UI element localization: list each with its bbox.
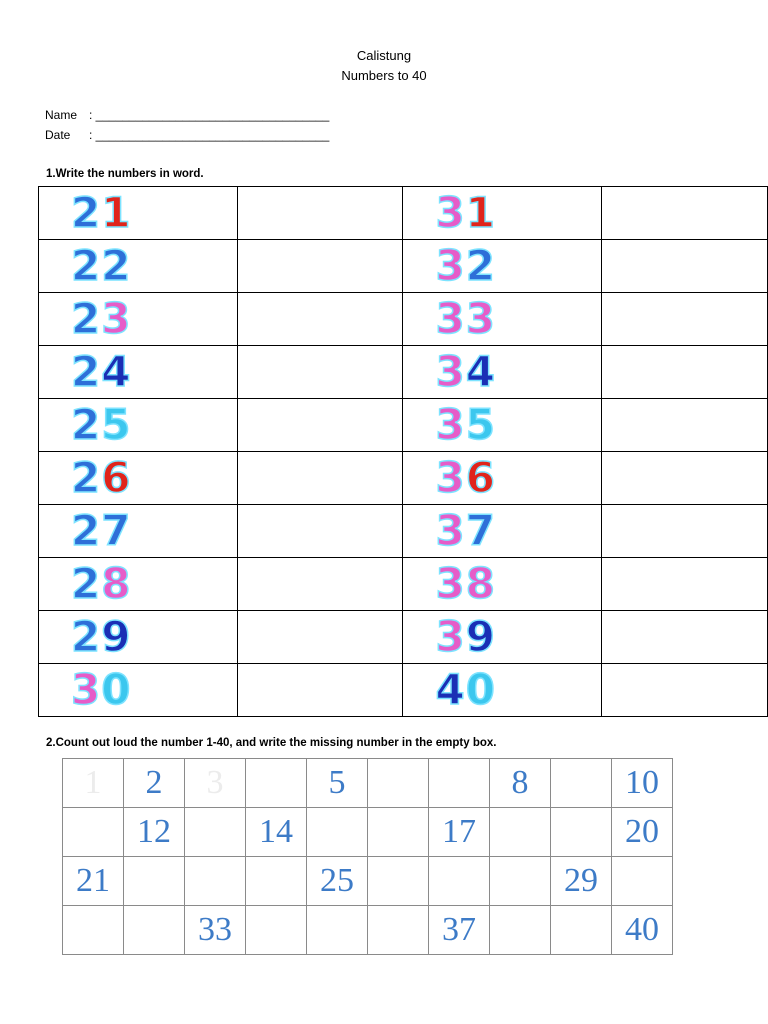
number-cell <box>39 293 238 346</box>
empty-box[interactable] <box>490 906 551 955</box>
empty-box[interactable] <box>368 808 429 857</box>
answer-cell[interactable] <box>237 399 403 452</box>
worksheet-title: Calistung <box>356 48 412 63</box>
ones-digit: 4 <box>465 347 494 396</box>
answer-cell[interactable] <box>237 187 403 240</box>
ones-digit: 0 <box>101 665 130 714</box>
number-box: 29 <box>551 857 612 906</box>
tens-digit: 3 <box>435 506 464 555</box>
section1-heading: 1.Write the numbers in word. <box>46 168 204 180</box>
number-box: 10 <box>612 759 673 808</box>
number-cell <box>403 293 602 346</box>
tens-digit: 3 <box>435 188 464 237</box>
name-blank: : ___________________________________ <box>89 108 330 122</box>
word-row <box>39 346 768 399</box>
ones-digit: 5 <box>465 400 494 449</box>
number-cell <box>39 452 238 505</box>
name-label: Name <box>45 108 78 122</box>
ones-digit: 3 <box>465 294 494 343</box>
number-cell <box>403 452 602 505</box>
number-cell <box>403 240 602 293</box>
tens-digit: 2 <box>71 559 100 608</box>
empty-box[interactable] <box>124 857 185 906</box>
tens-digit: 2 <box>71 188 100 237</box>
ones-digit: 8 <box>465 559 494 608</box>
ones-digit: 2 <box>101 241 130 290</box>
grid-row <box>63 759 673 808</box>
answer-cell[interactable] <box>237 293 403 346</box>
number-cell <box>403 611 602 664</box>
tens-digit: 2 <box>71 347 100 396</box>
answer-cell[interactable] <box>237 611 403 664</box>
grid-row <box>63 808 673 857</box>
tens-digit: 2 <box>71 241 100 290</box>
answer-cell[interactable] <box>602 399 768 452</box>
answer-cell[interactable] <box>237 452 403 505</box>
number-box: 2 <box>124 759 185 808</box>
number-cell <box>39 558 238 611</box>
tens-digit: 3 <box>435 241 464 290</box>
word-row <box>39 452 768 505</box>
tens-digit: 2 <box>71 453 100 502</box>
number-cell <box>39 240 238 293</box>
empty-box[interactable] <box>124 906 185 955</box>
tens-digit: 2 <box>71 400 100 449</box>
ones-digit: 4 <box>101 347 130 396</box>
tens-digit: 3 <box>435 453 464 502</box>
ones-digit: 8 <box>101 559 130 608</box>
answer-cell[interactable] <box>602 240 768 293</box>
answer-cell[interactable] <box>602 664 768 717</box>
number-box: 1 <box>63 759 124 808</box>
empty-box[interactable] <box>63 906 124 955</box>
number-cell <box>39 505 238 558</box>
empty-box[interactable] <box>551 906 612 955</box>
word-row <box>39 399 768 452</box>
answer-cell[interactable] <box>237 505 403 558</box>
empty-box[interactable] <box>368 759 429 808</box>
number-box: 17 <box>429 808 490 857</box>
number-box: 21 <box>63 857 124 906</box>
word-row <box>39 293 768 346</box>
ones-digit: 5 <box>101 400 130 449</box>
ones-digit: 6 <box>465 453 494 502</box>
number-cell <box>403 558 602 611</box>
empty-box[interactable] <box>185 857 246 906</box>
missing-number-grid <box>62 758 673 955</box>
ones-digit: 7 <box>101 506 130 555</box>
word-row <box>39 611 768 664</box>
number-box: 14 <box>246 808 307 857</box>
word-row <box>39 558 768 611</box>
tens-digit: 2 <box>71 506 100 555</box>
section2-heading: 2.Count out loud the number 1-40, and write the missing number in the empty box. <box>46 737 497 749</box>
number-cell <box>39 611 238 664</box>
number-cell <box>403 399 602 452</box>
answer-cell[interactable] <box>602 505 768 558</box>
empty-box[interactable] <box>490 808 551 857</box>
answer-cell[interactable] <box>237 664 403 717</box>
number-box: 40 <box>612 906 673 955</box>
answer-cell[interactable] <box>237 346 403 399</box>
number-cell <box>39 187 238 240</box>
tens-digit: 4 <box>435 665 464 714</box>
number-cell <box>403 505 602 558</box>
tens-digit: 3 <box>435 347 464 396</box>
empty-box[interactable] <box>612 857 673 906</box>
number-box: 20 <box>612 808 673 857</box>
name-field <box>45 108 329 122</box>
word-row <box>39 664 768 717</box>
empty-box[interactable] <box>307 906 368 955</box>
number-cell <box>403 187 602 240</box>
worksheet-subtitle: Numbers to 40 <box>341 68 427 83</box>
ones-digit: 0 <box>465 665 494 714</box>
tens-digit: 3 <box>435 294 464 343</box>
answer-cell[interactable] <box>602 558 768 611</box>
empty-box[interactable] <box>185 808 246 857</box>
number-box: 3 <box>185 759 246 808</box>
number-box: 5 <box>307 759 368 808</box>
empty-box[interactable] <box>246 857 307 906</box>
ones-digit: 6 <box>101 453 130 502</box>
empty-box[interactable] <box>551 808 612 857</box>
empty-box[interactable] <box>368 857 429 906</box>
ones-digit: 1 <box>101 188 130 237</box>
empty-box[interactable] <box>429 759 490 808</box>
date-field <box>45 128 329 142</box>
number-cell <box>39 664 238 717</box>
ones-digit: 9 <box>101 612 130 661</box>
number-cell <box>403 664 602 717</box>
ones-digit: 9 <box>465 612 494 661</box>
empty-box[interactable] <box>63 808 124 857</box>
grid-row <box>63 906 673 955</box>
answer-cell[interactable] <box>237 240 403 293</box>
empty-box[interactable] <box>246 906 307 955</box>
tens-digit: 3 <box>71 665 100 714</box>
number-cell <box>403 346 602 399</box>
answer-cell[interactable] <box>602 293 768 346</box>
word-row <box>39 240 768 293</box>
tens-digit: 3 <box>435 400 464 449</box>
grid-row <box>63 857 673 906</box>
answer-cell[interactable] <box>602 452 768 505</box>
date-blank: : ___________________________________ <box>89 128 330 142</box>
answer-cell[interactable] <box>602 187 768 240</box>
empty-box[interactable] <box>307 808 368 857</box>
ones-digit: 7 <box>465 506 494 555</box>
empty-box[interactable] <box>368 906 429 955</box>
ones-digit: 1 <box>465 188 494 237</box>
answer-cell[interactable] <box>602 346 768 399</box>
number-box: 8 <box>490 759 551 808</box>
number-box: 33 <box>185 906 246 955</box>
word-row <box>39 505 768 558</box>
ones-digit: 2 <box>465 241 494 290</box>
answer-cell[interactable] <box>237 558 403 611</box>
tens-digit: 3 <box>435 612 464 661</box>
number-box: 37 <box>429 906 490 955</box>
empty-box[interactable] <box>490 857 551 906</box>
number-box: 12 <box>124 808 185 857</box>
number-words-table <box>38 186 768 717</box>
tens-digit: 3 <box>435 559 464 608</box>
empty-box[interactable] <box>246 759 307 808</box>
ones-digit: 3 <box>101 294 130 343</box>
empty-box[interactable] <box>429 857 490 906</box>
number-box: 25 <box>307 857 368 906</box>
tens-digit: 2 <box>71 612 100 661</box>
answer-cell[interactable] <box>602 611 768 664</box>
date-label: Date <box>45 128 71 142</box>
number-cell <box>39 399 238 452</box>
word-row <box>39 187 768 240</box>
number-cell <box>39 346 238 399</box>
empty-box[interactable] <box>551 759 612 808</box>
tens-digit: 2 <box>71 294 100 343</box>
